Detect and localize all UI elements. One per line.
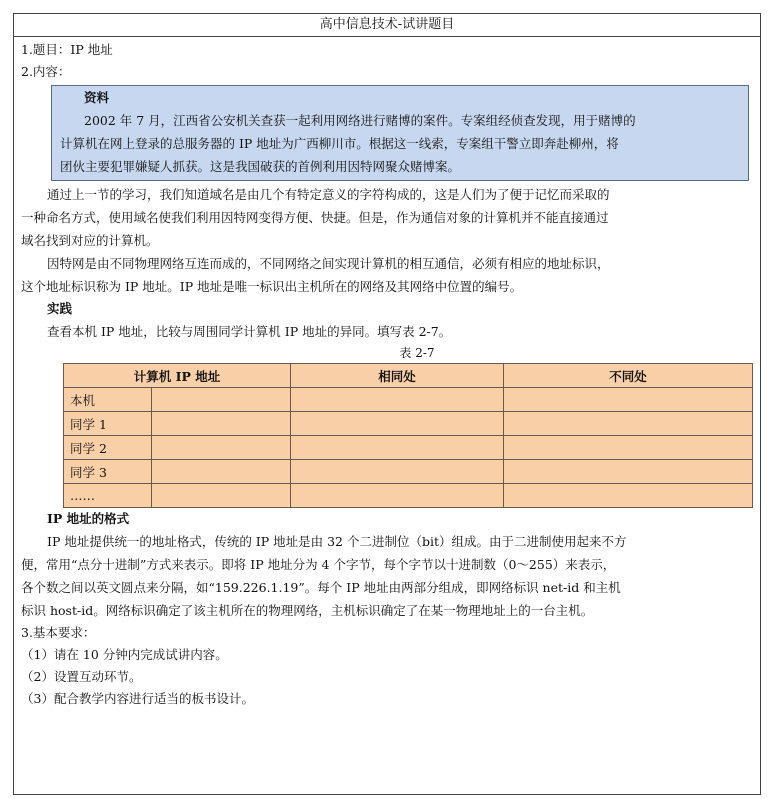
table-cell[interactable] <box>504 436 753 460</box>
table-cell[interactable] <box>504 460 753 484</box>
requirement-item: （1）请在 10 分钟内完成试讲内容。 <box>21 647 228 662</box>
sheet-title: 高中信息技术-试讲题目 <box>14 14 760 37</box>
table-header: 不同处 <box>504 364 753 388</box>
exam-sheet <box>13 13 761 795</box>
resource-line: 计算机在网上登录的总服务器的 IP 地址为广西柳川市。根据这一线索，专案组干警立即奔赴柳州，将 <box>60 136 619 151</box>
table-header-row <box>64 364 753 388</box>
table-cell[interactable] <box>504 388 753 412</box>
resource-line: 2002 年 7 月，江西省公安机关查获一起利用网络进行赌博的案件。专案组经侦查发现，用于赌博的 <box>84 113 636 128</box>
practice-text: 查看本机 IP 地址，比较与周围同学计算机 IP 地址的异同。填写表 2-7。 <box>47 324 452 339</box>
practice-heading: 实践 <box>47 301 73 316</box>
table-row <box>64 412 753 436</box>
row-label: 同学 2 <box>64 436 152 460</box>
table-row <box>64 484 753 508</box>
paragraph-line: 因特网是由不同物理网络互连而成的，不同网络之间实现计算机的相互通信，必须有相应的地址标识， <box>47 256 610 271</box>
row-label: 本机 <box>64 388 152 412</box>
table-cell[interactable] <box>291 484 504 508</box>
comparison-table <box>63 363 753 508</box>
table-cell[interactable] <box>152 484 291 508</box>
row-label: 同学 3 <box>64 460 152 484</box>
resource-box <box>51 85 749 181</box>
table-cell[interactable] <box>152 436 291 460</box>
table-cell[interactable] <box>291 388 504 412</box>
table-row <box>64 388 753 412</box>
table-row <box>64 436 753 460</box>
sheet-content <box>14 37 760 710</box>
question-title: 1.题目：IP 地址 <box>21 42 113 57</box>
paragraph-line: 域名找到对应的计算机。 <box>21 233 159 248</box>
format-line: 标识 host-id。网络标识确定了该主机所在的物理网络，主机标识确定了在某一物理地址上的一台主机。 <box>21 603 594 618</box>
paragraph-line: 一种命名方式，使用域名使我们利用因特网变得方便、快捷。但是，作为通信对象的计算机并不能直接通过 <box>21 210 609 225</box>
row-label: 同学 1 <box>64 412 152 436</box>
content-label: 2.内容： <box>21 64 71 79</box>
requirement-item: （3）配合教学内容进行适当的板书设计。 <box>21 691 254 706</box>
table-row <box>64 460 753 484</box>
table-cell[interactable] <box>152 412 291 436</box>
requirements-heading: 3.基本要求： <box>21 625 96 640</box>
row-label: …… <box>64 484 152 508</box>
table-cell[interactable] <box>152 460 291 484</box>
resource-line: 团伙主要犯罪嫌疑人抓获。这是我国破获的首例利用因特网聚众赌博案。 <box>60 159 461 174</box>
format-line: 各个数之间以英文圆点来分隔，如“159.226.1.19”。每个 IP 地址由两部分组成，即网络标识 net-id 和主机 <box>21 580 621 595</box>
table-header: 相同处 <box>291 364 504 388</box>
paragraph-line: 这个地址标识称为 IP 地址。IP 地址是唯一标识出主机所在的网络及其网络中位置的编号。 <box>21 279 523 294</box>
format-line: 便，常用“点分十进制”方式来表示。即将 IP 地址分为 4 个字节，每个字节以十进制数（0～255）来表示， <box>21 557 616 572</box>
format-line: IP 地址提供统一的地址格式，传统的 IP 地址是由 32 个二进制位（bit）组成。由于二进制使用起来不方 <box>47 534 627 549</box>
table-cell[interactable] <box>504 412 753 436</box>
table-cell[interactable] <box>291 460 504 484</box>
table-cell[interactable] <box>291 436 504 460</box>
format-heading: IP 地址的格式 <box>47 511 130 526</box>
paragraph-line: 通过上一节的学习，我们知道域名是由几个有特定意义的字符构成的，这是人们为了便于记忆而采取的 <box>47 187 610 202</box>
table-cell[interactable] <box>291 412 504 436</box>
table-cell[interactable] <box>152 388 291 412</box>
resource-heading: 资料 <box>84 90 110 105</box>
table-header: 计算机 IP 地址 <box>64 364 291 388</box>
table-cell[interactable] <box>504 484 753 508</box>
requirement-item: （2）设置互动环节。 <box>21 669 142 684</box>
table-caption: 表 2-7 <box>399 346 435 360</box>
